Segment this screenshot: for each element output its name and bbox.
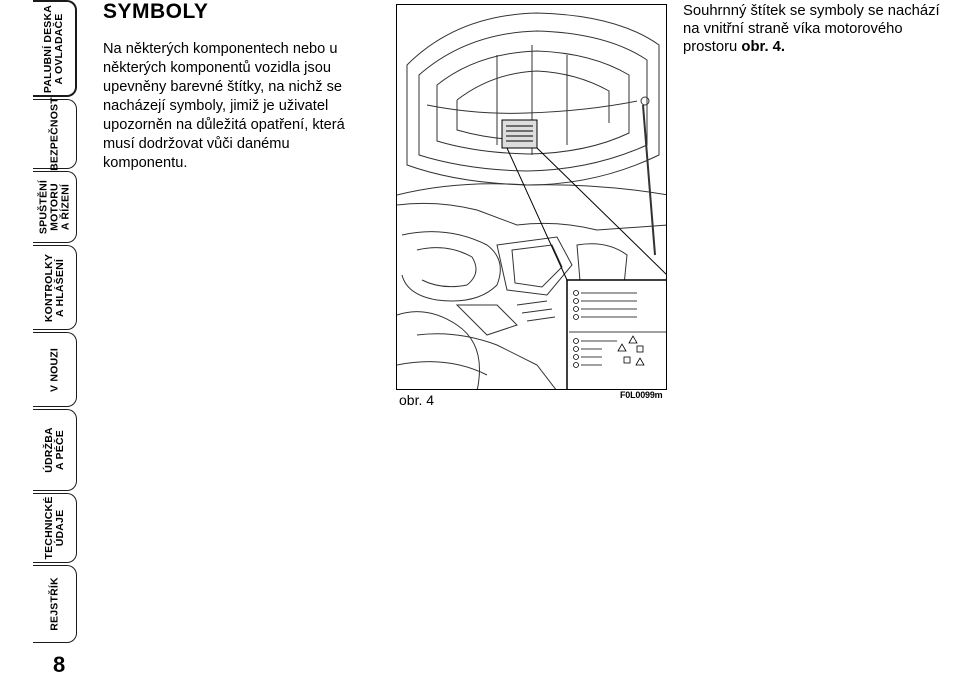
tab-label: TECHNICKÉ ÚDAJE: [42, 496, 66, 560]
tab-label: REJSTŘÍK: [48, 577, 60, 631]
tab-label: BEZPEČNOST: [48, 97, 60, 171]
tab-technicke-udaje[interactable]: [33, 493, 77, 563]
tab-spusteni-motoru[interactable]: [33, 171, 77, 243]
tab-label: KONTROLKY A HLÁŠENÍ: [42, 253, 66, 322]
tab-rejstrik[interactable]: [33, 565, 77, 643]
figure-code: F0L0099m: [620, 390, 663, 400]
tab-bezpecnost[interactable]: [33, 99, 77, 169]
tab-label: PALUBNÍ DESKA A OVLADAČE: [42, 4, 65, 93]
engine-hood-illustration: [397, 5, 667, 390]
tab-label: ÚDRŽBA A PÉČE: [42, 427, 66, 473]
page-number: 8: [53, 652, 66, 677]
chapter-sidebar: [0, 0, 80, 675]
figure-description: [683, 2, 955, 56]
figure-description-text: Souhrnný štítek se symboly se nachází na vnitřní straně víka motorového prostoru: [683, 3, 940, 55]
enlarged-symbol-label: [567, 280, 667, 390]
figure-caption: obr. 4: [399, 392, 435, 408]
engine-hood-figure: [396, 4, 667, 390]
tab-kontrolky[interactable]: [33, 245, 77, 330]
hood-label: [502, 120, 537, 148]
tab-label: SPUŠTĚNÍ MOTORU A ŘÍZENÍ: [37, 179, 71, 235]
figure-reference: obr. 4.: [741, 39, 786, 55]
body-paragraph: Na některých komponentech nebo u některých komponentů vozidla jsou upevněny barevné štítky, na nichž se nacházejí symboly, jimiž je uživatel upozorněn na důležitá opatření, která musí dodržovat vůči danému komponentu.: [103, 41, 345, 171]
tab-udrzba[interactable]: [33, 409, 77, 491]
tab-v-nouzi[interactable]: [33, 332, 77, 407]
tab-label: V NOUZI: [48, 347, 60, 392]
tab-palubni-deska[interactable]: [33, 0, 77, 97]
page-title: SYMBOLY: [103, 0, 209, 23]
